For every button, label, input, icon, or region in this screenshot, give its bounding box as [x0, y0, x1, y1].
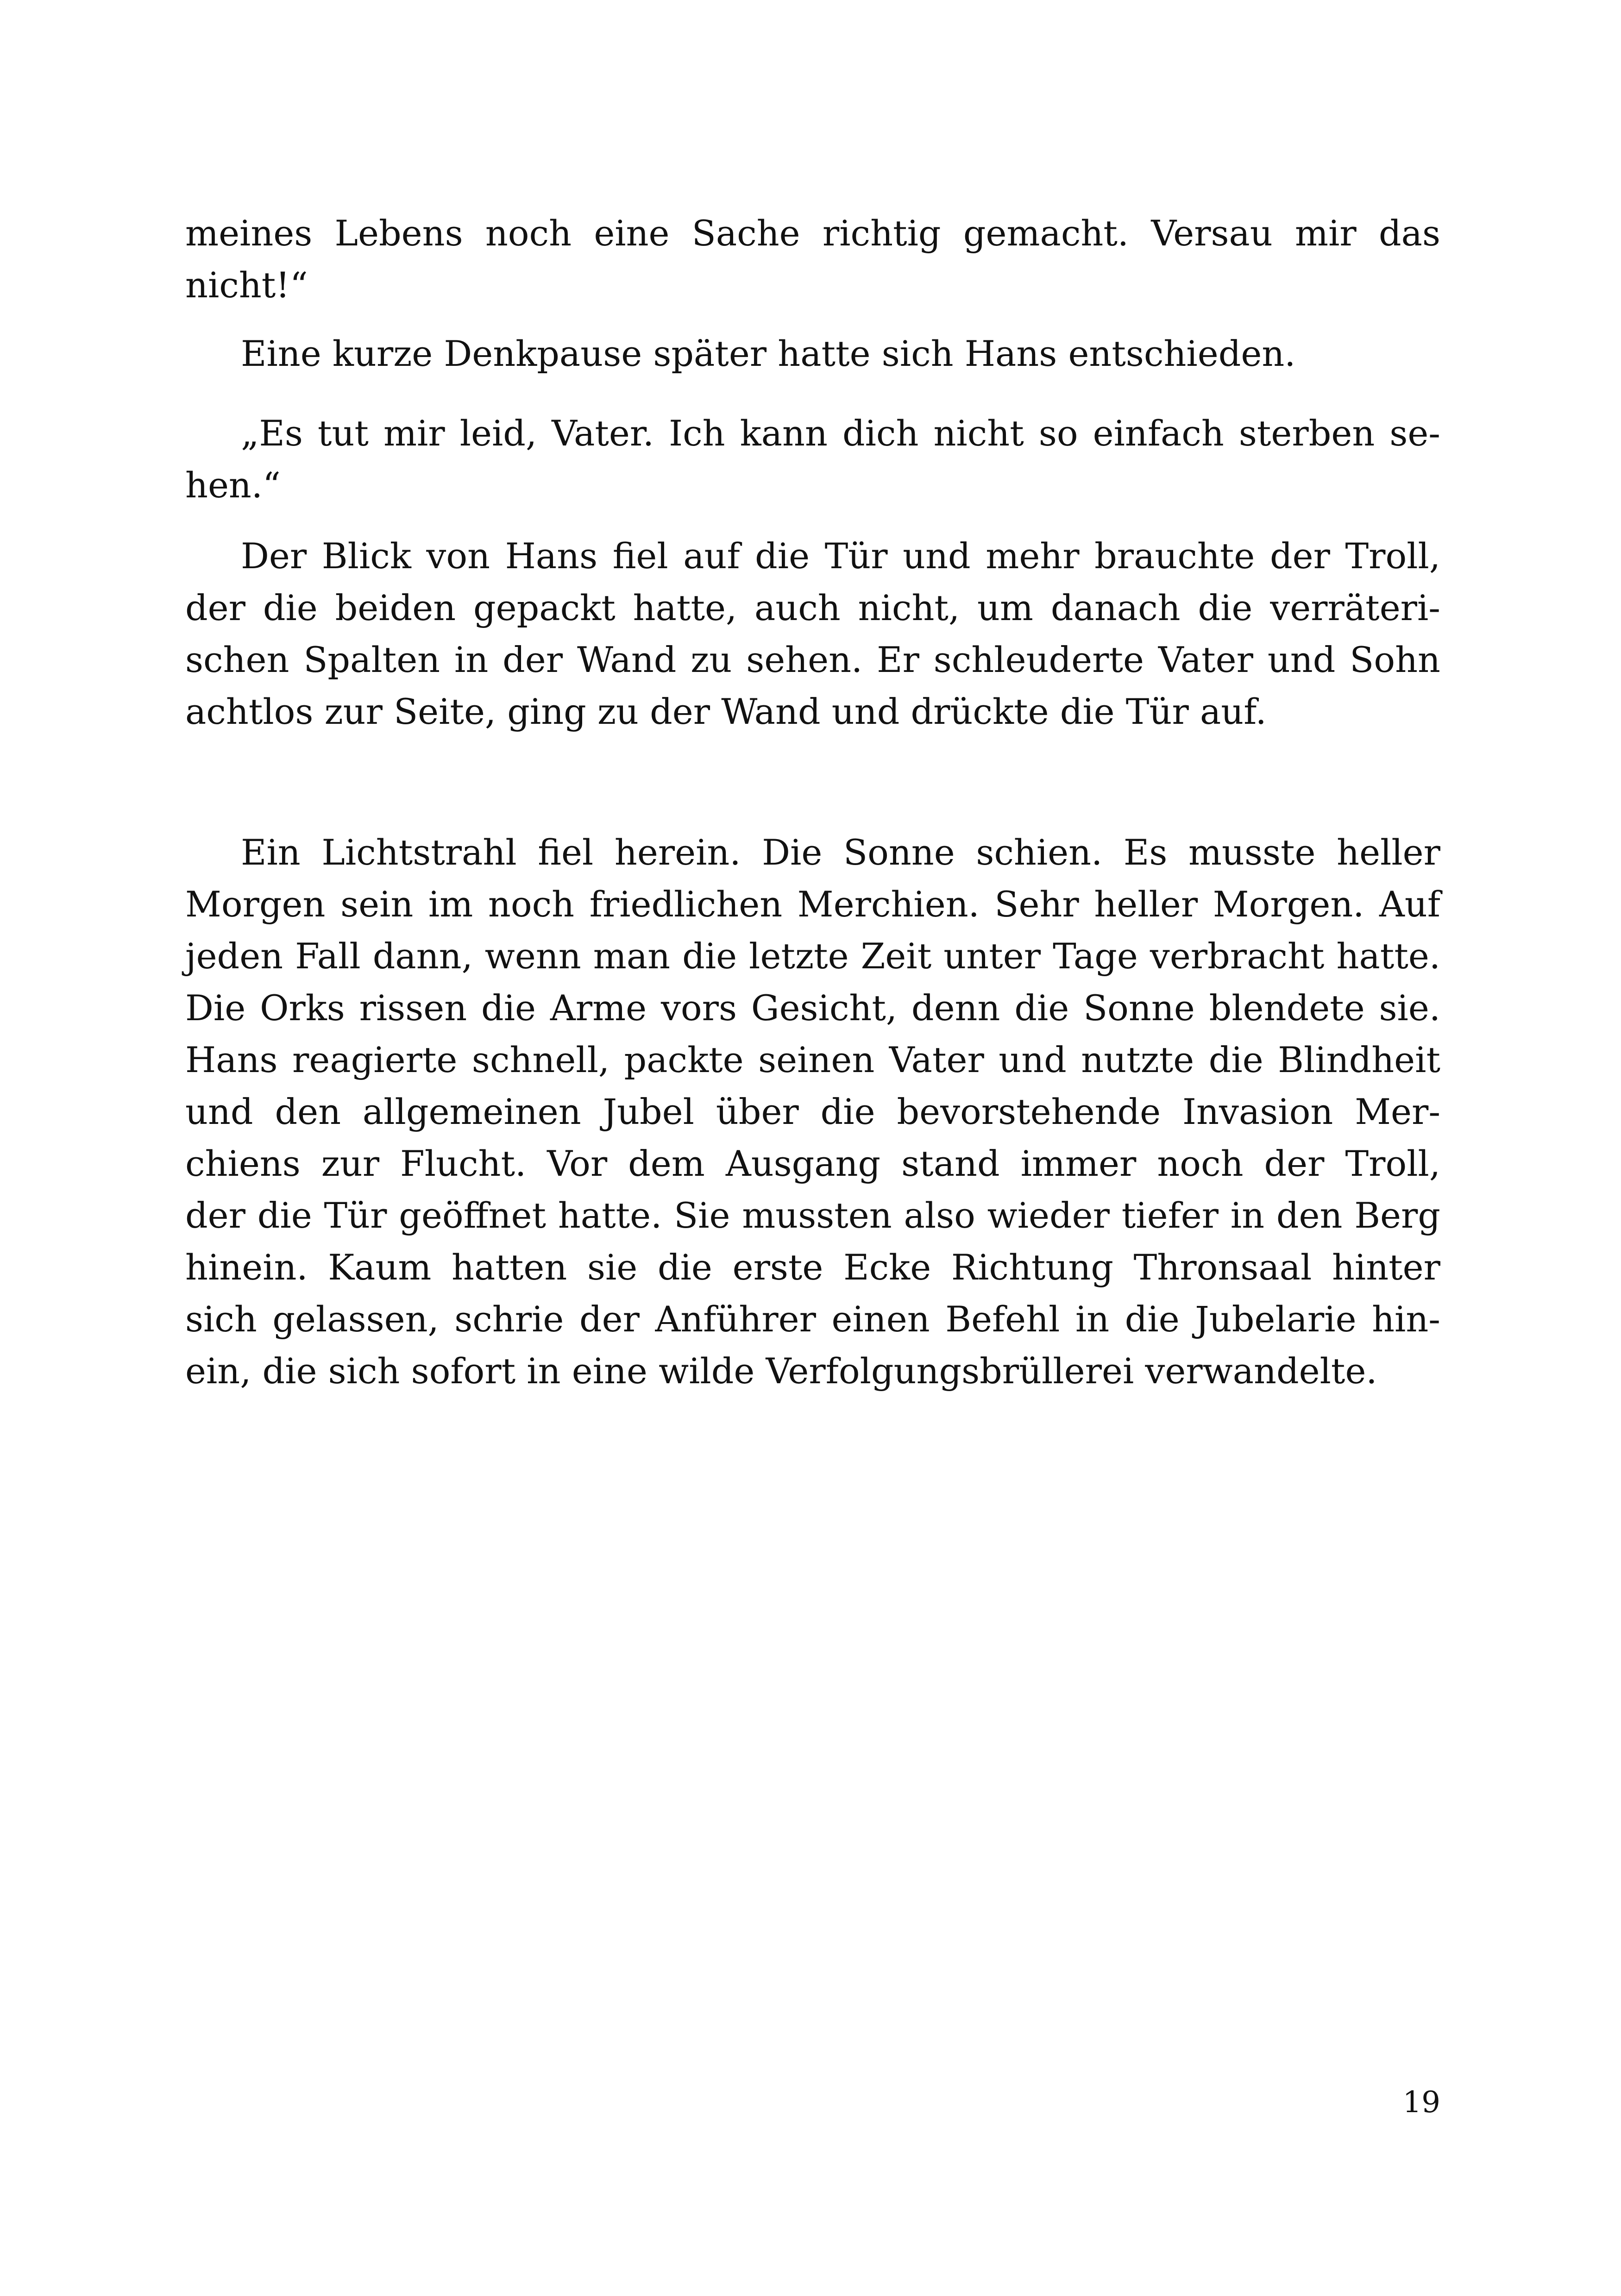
text-line: „Es tut mir leid, Vater. Ich kann dich nicht so einfach sterben se- — [241, 413, 1440, 454]
paragraph — [185, 207, 1440, 311]
text-line: hen.“ — [185, 464, 281, 506]
paragraph — [185, 328, 1440, 380]
text-line: und den allgemeinen Jubel über die bevorstehende Invasion Mer- — [185, 1091, 1440, 1132]
paragraph — [185, 827, 1440, 1397]
paragraph — [185, 530, 1440, 738]
text-line: meines Lebens noch eine Sache richtig gemacht. Versau mir das — [185, 213, 1440, 254]
text-line: chiens zur Flucht. Vor dem Ausgang stand immer noch der Troll, — [185, 1143, 1440, 1184]
page-number: 19 — [1402, 2085, 1440, 2120]
text-line: nicht!“ — [185, 264, 308, 306]
text-line: ein, die sich sofort in eine wilde Verfolgungsbrüllerei verwandelte. — [185, 1350, 1377, 1392]
text-line: Eine kurze Denkpause später hatte sich Hans entschieden. — [241, 333, 1296, 374]
text-line: Die Orks rissen die Arme vors Gesicht, denn die Sonne blendete sie. — [185, 987, 1440, 1029]
text-line: der die beiden gepackt hatte, auch nicht, um danach die verräteri- — [185, 587, 1440, 628]
text-line: Ein Lichtstrahl fiel herein. Die Sonne schien. Es musste heller — [241, 832, 1440, 873]
text-line: jeden Fall dann, wenn man die letzte Zeit unter Tage verbracht hatte. — [185, 935, 1440, 977]
text-line: sich gelassen, schrie der Anführer einen Befehl in die Jubelarie hin- — [185, 1299, 1440, 1340]
text-line: achtlos zur Seite, ging zu der Wand und drückte die Tür auf. — [185, 691, 1267, 732]
paragraph — [185, 408, 1440, 511]
text-line: hinein. Kaum hatten sie die erste Ecke Richtung Thronsaal hinter — [185, 1247, 1440, 1288]
text-line: Morgen sein im noch friedlichen Merchien. Sehr heller Morgen. Auf — [185, 884, 1440, 925]
text-line: schen Spalten in der Wand zu sehen. Er schleuderte Vater und Sohn — [185, 639, 1440, 680]
text-line: der die Tür geöffnet hatte. Sie mussten also wieder tiefer in den Berg — [185, 1195, 1440, 1236]
text-line: Der Blick von Hans fiel auf die Tür und mehr brauchte der Troll, — [241, 535, 1440, 577]
text-line: Hans reagierte schnell, packte seinen Vater und nutzte die Blindheit — [185, 1039, 1440, 1080]
